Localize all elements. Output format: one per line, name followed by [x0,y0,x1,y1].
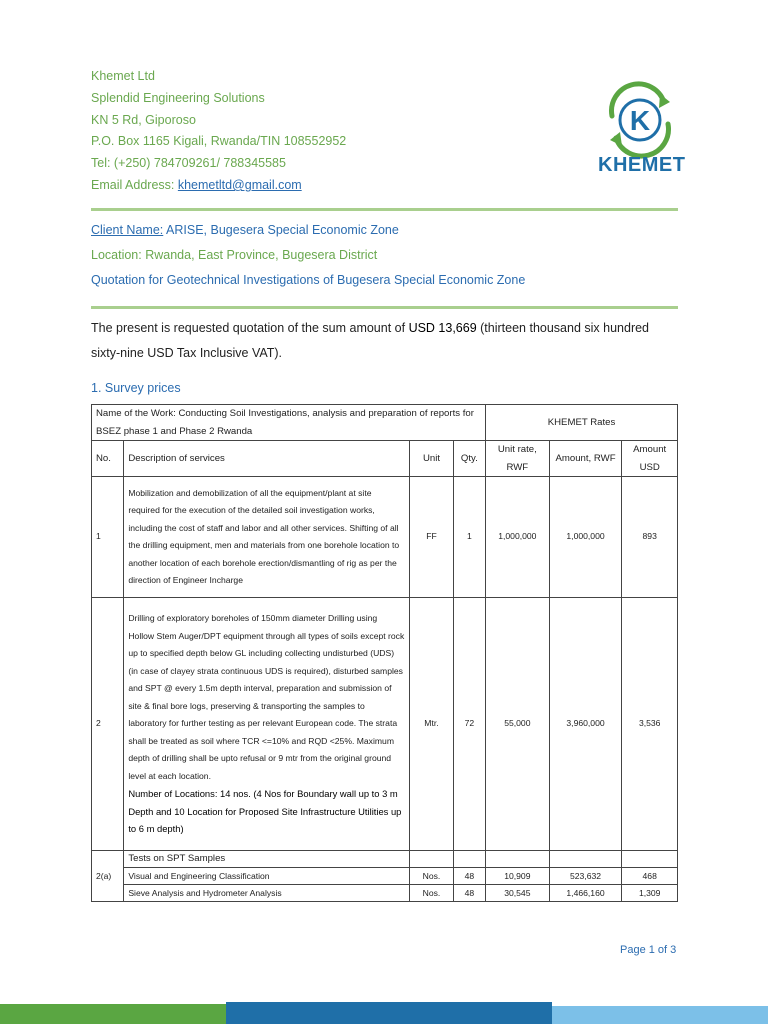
section-title: 1. Survey prices [91,381,181,395]
client-name-value: ARISE, Bugesera Special Economic Zone [166,223,399,237]
table-row [92,885,678,902]
row-amount-usd: 3,536 [622,598,678,851]
divider-bottom [91,306,678,309]
company-name: Khemet Ltd [91,69,155,83]
quotation-table [91,404,678,902]
email-label: Email Address: [91,177,175,192]
col-header-amount-usd: Amount USD [622,441,678,477]
row-amount-usd: 468 [622,868,678,885]
col-header-amount-rwf: Amount, RWF [549,441,622,477]
row-unit-rate: 10,909 [486,868,550,885]
rates-header: KHEMET Rates [486,405,678,441]
row-desc: Sieve Analysis and Hydrometer Analysis [124,885,410,902]
group-title: Tests on SPT Samples [124,851,410,868]
row-amount-usd: 1,309 [622,885,678,902]
company-address: KN 5 Rd, Giporoso [91,112,196,127]
row-qty: 1 [453,477,485,598]
email-link[interactable]: khemetltd@gmail.com [177,177,302,192]
row-no: 1 [92,477,124,598]
logo-wordmark: KHEMET [598,154,686,176]
company-phone: Tel: (+250) 784709261/ 788345585 [91,156,286,171]
row-unit-rate: 55,000 [486,598,550,851]
table-header-row-2 [92,441,678,477]
row-amount-usd: 893 [622,477,678,598]
row-unit: Nos. [410,885,453,902]
divider-top [91,208,678,211]
col-header-qty: Qty. [453,441,485,477]
row-unit: Mtr. [410,598,453,851]
client-block [91,218,525,293]
col-header-desc: Description of services [124,441,410,477]
table-row [92,477,678,598]
row-desc: Visual and Engineering Classification [124,868,410,885]
footer-bar-lightblue [552,1006,768,1024]
row-unit-rate: 30,545 [486,885,550,902]
col-header-unit-rate: Unit rate, RWF [486,441,550,477]
group-no: 2(a) [92,851,124,902]
row-unit: Nos. [410,868,453,885]
row-desc-extra: Number of Locations: 14 nos. (4 Nos for Boundary wall up to 3 m Depth and 10 Location for Proposed Site Infrastructure Utilities up to 6 m depth) [128,788,402,835]
footer-bar-green [0,1004,226,1024]
row-desc: Drilling of exploratory boreholes of 150mm diameter Drilling using Hollow Stem Auger/DPT equipment through all types of soils except rock up to specified depth below GL including collecting undisturbed (UDS) (in case of clayey strata continuous UDS is required), disturbed samples and SPT @ every 1.5m depth interval, preparation and submission of site & final bore logs, preserving & transporting the samples to laboratory for further testing as per relevant European code. The strata shall be treated as soil where TCR <=10% and RQD <25%. Maximum depth of drilling shall be upto refusal or 9 mtr from the original ground level at each location. [128,613,405,781]
company-email-line [91,175,346,197]
row-qty: 72 [453,598,485,851]
table-row [92,598,678,851]
col-header-unit: Unit [410,441,453,477]
company-po-box: P.O. Box 1165 Kigali, Rwanda/TIN 108552952 [91,134,347,149]
client-name-line [91,218,525,243]
intro-amount: USD 13,669 [408,321,477,335]
row-qty: 48 [453,868,485,885]
row-amount-rwf: 1,466,160 [549,885,622,902]
intro-paragraph [91,316,681,366]
row-desc: Mobilization and demobilization of all the equipment/plant at site required for the execution of the detailed soil investigation works, including the cost of staff and labor and all other services. Shifting of all the drilling equipment, men and materials from one borehole location to another location of each borehole erection/dismantling of rig as per the direction of Engineer Incharge [124,477,410,598]
intro-after: (thirteen thousand six hundred sixty-nine USD Tax Inclusive VAT). [91,321,650,360]
company-tagline: Splendid Engineering Solutions [91,90,265,105]
row-amount-rwf: 523,632 [549,868,622,885]
row-unit: FF [410,477,453,598]
row-amount-rwf: 3,960,000 [549,598,622,851]
logo-letter: K [629,105,651,136]
row-qty: 48 [453,885,485,902]
col-header-no: No. [92,441,124,477]
row-desc-cell [124,598,410,851]
client-location: Location: Rwanda, East Province, Bugesera District [91,248,378,262]
work-name-cell: Name of the Work: Conducting Soil Investigations, analysis and preparation of reports for BSEZ phase 1 and Phase 2 Rwanda [92,405,486,441]
group-header-row [92,851,678,868]
table-header-row-1 [92,405,678,441]
intro-before: The present is requested quotation of the sum amount of [91,321,409,335]
table-row [92,868,678,885]
row-no: 2 [92,598,124,851]
client-name-label: Client Name: [91,223,164,237]
row-unit-rate: 1,000,000 [486,477,550,598]
quotation-title: Quotation for Geotechnical Investigations of Bugesera Special Economic Zone [91,273,526,287]
footer-bar-blue [226,1002,552,1024]
page-number: Page 1 of 3 [620,944,677,956]
company-header [91,66,346,197]
row-amount-rwf: 1,000,000 [549,477,622,598]
